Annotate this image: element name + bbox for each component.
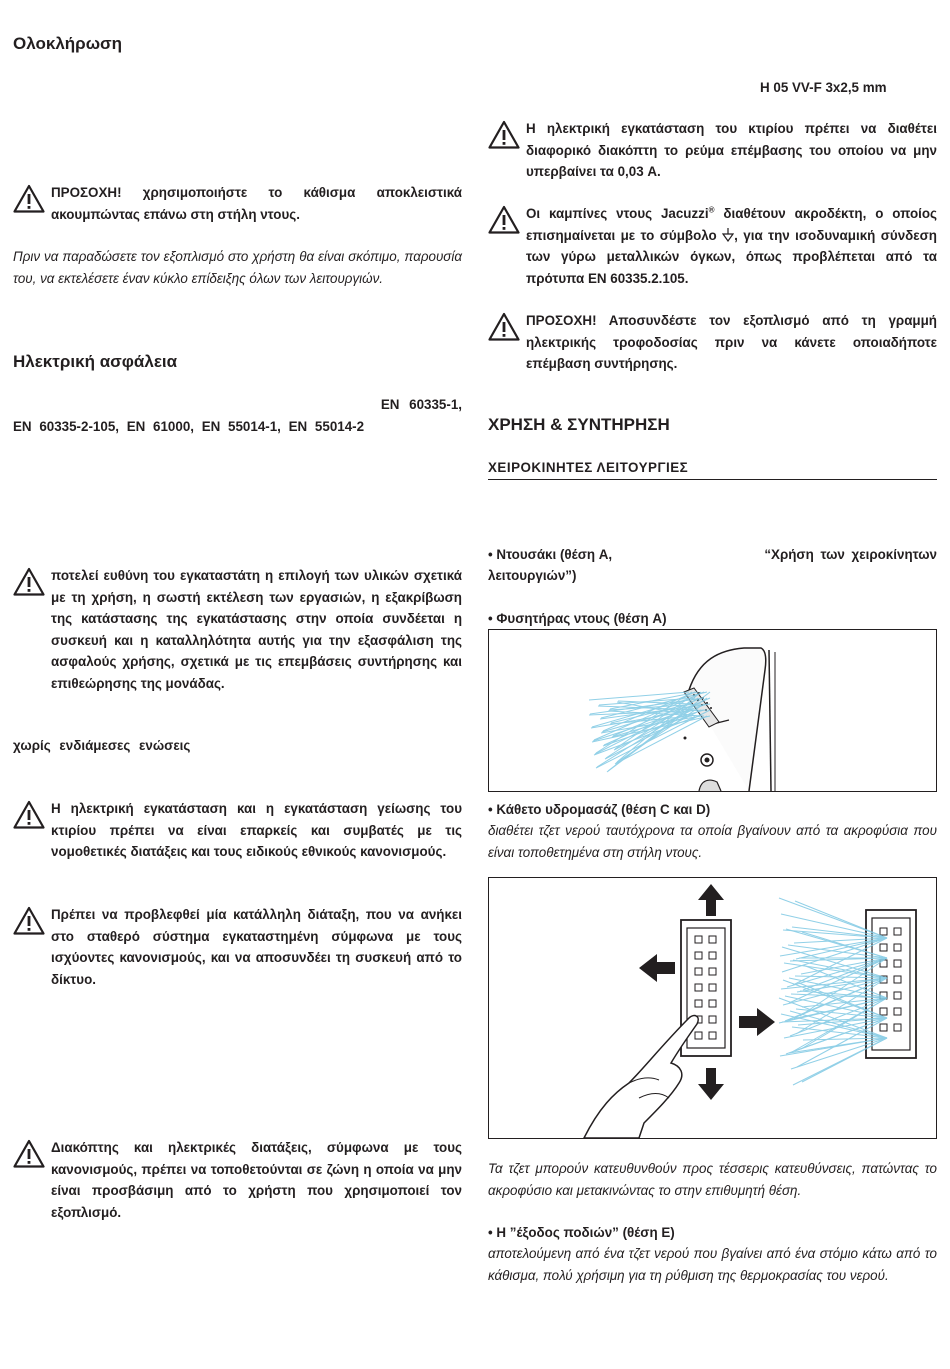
warning-triangle-icon [13, 567, 45, 597]
section-title-electrical-safety: Ηλεκτρική ασφάλεια [13, 352, 178, 371]
arrow-down-icon [698, 1068, 724, 1100]
water-jet-line [589, 692, 689, 700]
warning-seat-text: ΠΡΟΣΟΧΗ! χρησιμοποιήστε το κάθισμα αποκλειστικά ακουμπώντας επάνω στη στήλη ντους. [51, 185, 462, 222]
warning-switches-text: Διακόπτης και ηλεκτρικές διατάξεις, σύμφωνα με τους κανονισμούς, πρέπει να τοποθετούνται σε ζώνη η οποία να μην είναι προσβάσιμη από το χρήστη που χρησιμοποιεί τον εξοπλισμό. [51, 1140, 462, 1220]
arrow-up-icon [698, 884, 724, 916]
warning-switches [13, 1137, 462, 1223]
warning-equipotential [488, 203, 937, 289]
figure-shower-head [488, 629, 937, 792]
shower-head-illustration [489, 630, 936, 791]
item-vertical-hydromassage: • Κάθετο υδρομασάζ (θέση C και D) [488, 802, 711, 817]
warning-installer-text: ποτελεί ευθύνη του εγκαταστάτη η επιλογή των υλικών σχετικά με τη χρήση, η σωστή εκτέλεση των εργασιών, η εξακρίβωση της κατάστασης της εγκατάστασης στην οποία συνδέεται η συσκευή και η καταλληλότητα αυτής για την εξασφάλιση της ασφαλούς χρήσης, σχετικά με τις επεμβάσεις συντήρησης και επιθεώρησης της μονάδας. [51, 568, 462, 691]
warning-maintenance-text: ΠΡΟΣΟΧΗ! Αποσυνδέστε τον εξοπλισμό από τη γραμμή ηλεκτρικής τροφοδοσίας πριν να κάνετε οποιαδήποτε επέμβαση συντήρησης. [526, 313, 937, 371]
warning-disconnect-device-text: Πρέπει να προβλεφθεί μία κατάλληλη διάταξη, που να ανήκει στο σταθερό σύστημα εγκαταστημένη σύμφωνα με τους ισχύοντες κανονισμούς, και να αποσυνδέει τη συσκευή από το δίκτυο. [51, 907, 462, 987]
warning-triangle-icon [488, 120, 520, 150]
warning-equipotential-text: Οι καμπίνες ντους Jacuzzi® διαθέτουν ακροδέκτη, ο οποίος επισημαίνεται με το σύμβολο , για την ισοδυναμική σύνδεση των γύρω μεταλλικών όγκων, όπως προβλέπεται από τα πρότυπα EN 60335.2.105. [526, 205, 937, 286]
paragraph-demo: Πριν να παραδώσετε τον εξοπλισμό στο χρήστη θα είναι σκόπιμο, παρουσία του, να εκτελέσετε έναν κύκλο επίδειξης όλων των λειτουργιών. [13, 249, 462, 286]
paragraph-directions: Τα τζετ μπορούν κατευθυνθούν προς τέσσερις κατευθύνσεις, πατώντας το ακροφύσιο και μετακινώντας το στην επιθυμητή θέση. [488, 1161, 937, 1198]
warning-disconnect-device [13, 904, 462, 990]
warning-installer [13, 565, 462, 694]
warning-seat [13, 182, 462, 225]
item-shower-head: • Φυσητήρας ντους (θέση A) [488, 611, 667, 626]
warning-triangle-icon [13, 906, 45, 936]
warning-triangle-icon [488, 205, 520, 235]
warning-rcd-text: Η ηλεκτρική εγκατάσταση του κτιρίου πρέπει να διαθέτει διαφορικό διακόπτη το ρεύμα επέμβασης του οποίου να μην υπερβαίνει τα 0,03 A. [526, 121, 937, 179]
warning-earthing-text: Η ηλεκτρική εγκατάσταση και η εγκατάσταση γείωσης του κτιρίου πρέπει να είναι επαρκείς και συμβατές με τις νομοθετικές διατάξεις και τους ειδικούς εθνικούς κανονισμούς. [51, 801, 462, 859]
paragraph-vertical: διαθέτει τζετ νερού ταυτόχρονα τα οποία βγαίνουν από τα ακροφύσια που είναι τοποθετημένα στη στήλη ντους. [488, 823, 937, 860]
subsection-title-manual: ΧΕΙΡΟΚΙΝΗΤΕΣ ΛΕΙΤΟΥΡΓΙΕΣ [488, 460, 689, 475]
note-no-joints: χωρίς ενδιάμεσες ενώσεις [13, 738, 191, 753]
warning-maintenance [488, 310, 937, 375]
item-foot-outlet: • Η ”έξοδος ποδιών” (θέση E) [488, 1225, 675, 1240]
warning-rcd [488, 118, 937, 183]
nozzle-panel-illustration [489, 878, 936, 1138]
warning-triangle-icon [488, 312, 520, 342]
arrow-left-icon [639, 954, 675, 982]
section-title-use-maintenance: ΧΡΗΣΗ & ΣΥΝΤΗΡΗΣΗ [488, 415, 670, 434]
warning-triangle-icon [13, 1139, 45, 1169]
item-hand-shower-ref: “Χρήση των χειροκίνητων [764, 547, 937, 562]
standards-line-2: EN 60335-2-105, EN 61000, EN 55014-1, EN 55014-2 [13, 419, 365, 434]
standards-line-1: EN 60335-1, [380, 397, 462, 412]
warning-earthing [13, 798, 462, 863]
earth-symbol-icon [722, 228, 734, 242]
paragraph-foot-outlet: αποτελούμενη από ένα τζετ νερού που βγαίνει από ένα στόμιο κάτω από το κάθισμα, πολύ χρήσιμη για τη ρύθμιση της θερμοκρασίας του νερού. [488, 1246, 937, 1283]
warning-triangle-icon [13, 800, 45, 830]
item-hand-shower: • Ντουσάκι (θέση A, [488, 547, 613, 562]
warning-triangle-icon [13, 184, 45, 214]
cable-spec: H 05 VV-F 3x2,5 mm [760, 80, 887, 95]
arrow-right-icon [739, 1008, 775, 1036]
figure-nozzle-panel [488, 877, 937, 1139]
divider [488, 479, 937, 480]
section-title-completion: Ολοκλήρωση [13, 34, 123, 53]
item-hand-shower-cont: λειτουργιών”) [488, 568, 577, 583]
